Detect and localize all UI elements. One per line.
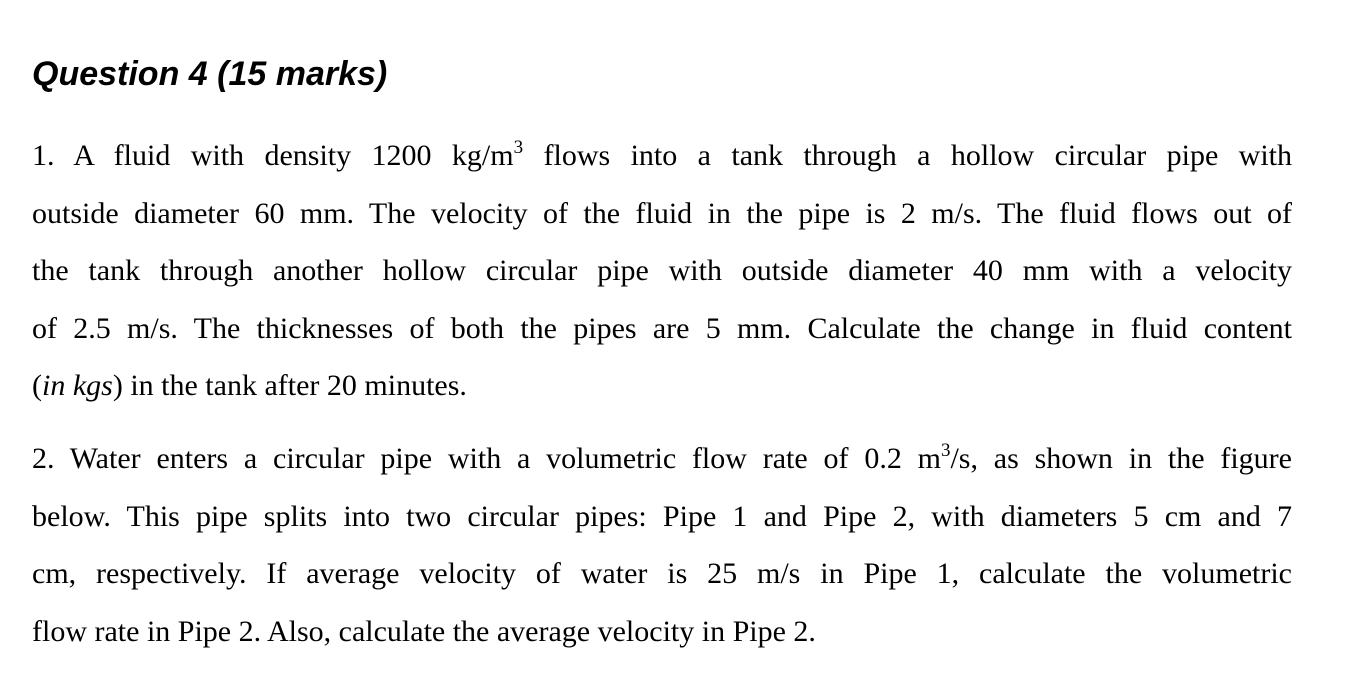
q1-line-1-text-a: 1. A fluid with density 1200 kg/m xyxy=(32,139,514,172)
question-part-1 xyxy=(32,127,1292,415)
q2-line-1-text-a: 2. Water enters a circular pipe with a volumetric flow rate of 0.2 m xyxy=(32,442,941,475)
q1-line-2: outside diameter 60 mm. The velocity of the fluid in the pipe is 2 m/s. The fluid flows out of xyxy=(32,196,1292,230)
q2-line-1-text-b: /s, as shown in the figure xyxy=(950,442,1292,475)
q1-line-5-open: ( xyxy=(32,369,42,402)
q1-line-1-text-b: flows into a tank through a hollow circular pipe with xyxy=(523,139,1293,172)
question-heading: Question 4 (15 marks) xyxy=(32,55,388,93)
q1-line-4: of 2.5 m/s. The thicknesses of both the pipes are 5 mm. Calculate the change in fluid content xyxy=(32,311,1292,345)
q1-line-1 xyxy=(32,127,1292,185)
q1-line-5-italic: in kgs xyxy=(42,369,113,402)
q2-superscript: 3 xyxy=(940,440,951,461)
q2-line-3: cm, respectively. If average velocity of water is 25 m/s in Pipe 1, calculate the volumetric xyxy=(32,557,1292,590)
q2-line-4: flow rate in Pipe 2. Also, calculate the average velocity in Pipe 2. xyxy=(32,614,816,648)
q2-line-2: below. This pipe splits into two circular pipes: Pipe 1 and Pipe 2, with diameters 5 cm and 7 xyxy=(32,499,1292,533)
q1-line-5 xyxy=(32,357,1292,415)
question-part-2 xyxy=(32,430,1292,660)
q2-line-1 xyxy=(32,430,1292,488)
q1-line-5-rest: ) in the tank after 20 minutes. xyxy=(112,369,467,402)
q1-line-3: the tank through another hollow circular pipe with outside diameter 40 mm with a velocity xyxy=(32,254,1292,287)
q1-superscript: 3 xyxy=(513,137,524,158)
